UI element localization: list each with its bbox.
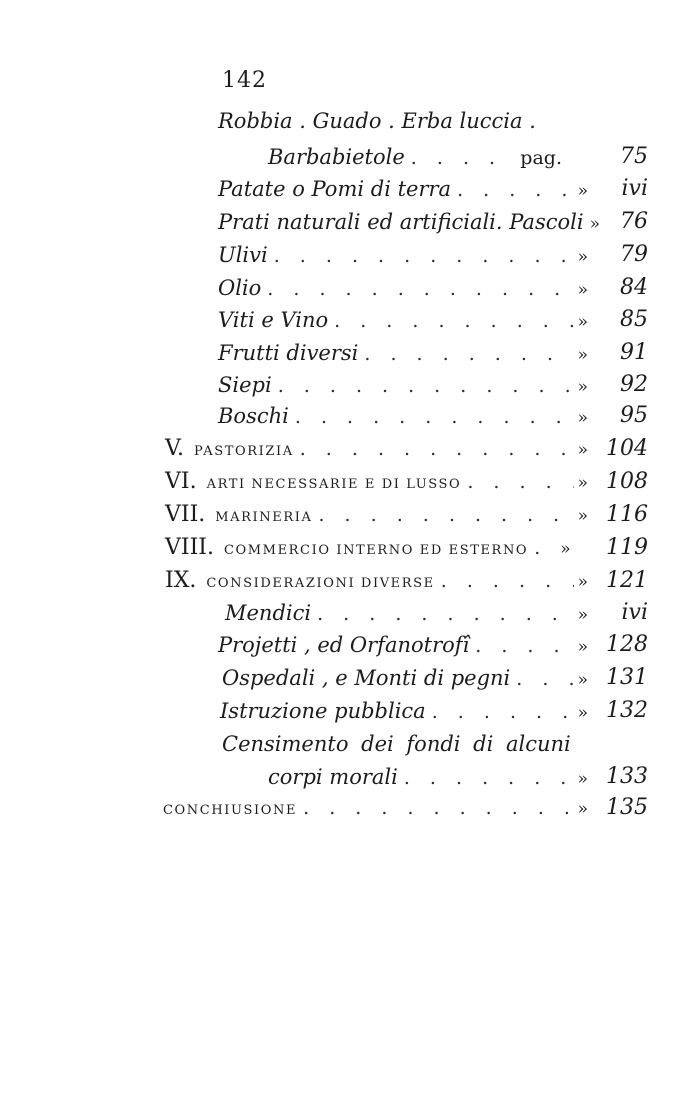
toc-entry xyxy=(0,205,700,239)
toc-entry xyxy=(0,531,700,565)
toc-entry-title: ARTI NECESSARIE E DI LUSSO xyxy=(206,477,462,492)
toc-entry-page: ivi xyxy=(621,600,648,625)
toc-entry-page: 91 xyxy=(620,340,648,365)
toc-entry-title: Siepi xyxy=(218,373,272,397)
toc-entry-title: Ospedali , e Monti di pegni xyxy=(222,666,511,690)
quote-mark: » xyxy=(577,670,588,690)
toc-entry-title: COMMERCIO INTERNO ED ESTERNO xyxy=(223,543,529,558)
toc-entry-title: Projetti , ed Orfanotrofî xyxy=(218,633,470,657)
toc-entry-page: 84 xyxy=(620,275,648,300)
pag-label: pag. xyxy=(520,147,562,169)
chapter-numeral: V. xyxy=(165,436,185,461)
toc-entry-title: Censimento dei fondi di alcuni xyxy=(222,732,571,756)
toc-entry xyxy=(0,271,700,305)
toc-entry-title: Olio xyxy=(218,276,262,300)
toc-entry xyxy=(0,661,700,695)
toc-entry xyxy=(0,760,700,794)
quote-mark: » xyxy=(577,605,588,625)
toc-entry-page: 104 xyxy=(606,436,648,461)
toc-entry-page: 132 xyxy=(606,698,648,723)
dot-leader xyxy=(404,761,574,795)
dot-leader xyxy=(364,337,573,371)
toc-entry-page: 85 xyxy=(620,307,648,332)
quote-mark: » xyxy=(577,799,588,819)
toc-entry xyxy=(0,596,700,630)
quote-mark: » xyxy=(577,377,588,397)
toc-entry-continuation: Barbabietole xyxy=(268,145,405,169)
toc-entry xyxy=(0,498,700,532)
chapter-numeral: VII. xyxy=(165,502,206,527)
toc-entry-page: ivi xyxy=(621,176,648,201)
dot-leader xyxy=(267,272,573,306)
toc-entry-title: Patate o Pomi di terra xyxy=(218,177,452,201)
toc-entry-title: Mendici xyxy=(225,601,312,625)
toc-entry-page: 135 xyxy=(606,795,648,820)
dot-leader xyxy=(278,369,574,403)
toc-entry xyxy=(0,399,700,433)
quote-mark: » xyxy=(577,769,588,789)
toc-entry-page: 131 xyxy=(606,665,648,690)
toc-entry-page: 79 xyxy=(620,242,648,267)
toc-entry-page: 92 xyxy=(620,372,648,397)
toc-entry-page: 116 xyxy=(606,502,648,527)
dot-leader xyxy=(411,141,517,175)
quote-mark: » xyxy=(577,247,588,267)
quote-mark: » xyxy=(577,440,588,460)
toc-entry-title: Frutti diversi xyxy=(218,341,359,365)
dot-leader xyxy=(516,662,573,696)
dot-leader xyxy=(441,564,574,598)
quote-mark: » xyxy=(577,506,588,526)
quote-mark: » xyxy=(589,214,600,234)
toc-entry-page: 128 xyxy=(606,632,648,657)
quote-mark: » xyxy=(577,408,588,428)
toc-entry-title: Istruzione pubblica xyxy=(220,699,426,723)
toc-entry-title: Boschi xyxy=(218,404,289,428)
toc-entry xyxy=(0,432,700,466)
toc-entry-title: Ulivi xyxy=(218,243,268,267)
toc-entry xyxy=(0,465,700,499)
dot-leader xyxy=(475,629,573,663)
chapter-numeral: IX. xyxy=(165,568,197,593)
quote-mark: » xyxy=(577,181,588,201)
chapter-numeral: VI. xyxy=(165,469,197,494)
dot-leader xyxy=(295,400,574,434)
quote-mark: » xyxy=(577,280,588,300)
toc-entry-title: Robbia . Guado . Erba luccia . xyxy=(218,109,536,133)
toc-entry-title: PASTORIZIA xyxy=(194,444,294,459)
quote-mark: » xyxy=(577,473,588,493)
toc-entry-page: 108 xyxy=(606,469,648,494)
dot-leader xyxy=(274,239,574,273)
toc-entry-page: 133 xyxy=(606,764,648,789)
toc-entry-title: CONSIDERAZIONI DIVERSE xyxy=(206,576,435,591)
toc-entry-page: 95 xyxy=(620,403,648,428)
quote-mark: » xyxy=(577,312,588,332)
page-number: 142 xyxy=(222,68,267,93)
toc-entry-title: CONCHIUSIONE xyxy=(163,803,298,818)
dot-leader xyxy=(303,791,573,825)
toc-entry xyxy=(0,336,700,370)
chapter-numeral: VIII. xyxy=(165,535,214,560)
toc-entry xyxy=(0,628,700,662)
toc-entry-title: Viti e Vino xyxy=(218,308,329,332)
toc-entry xyxy=(0,694,700,728)
dot-leader xyxy=(318,498,573,532)
quote-mark: » xyxy=(560,539,571,559)
quote-mark: » xyxy=(577,637,588,657)
toc-entry-page: 76 xyxy=(620,209,648,234)
toc-entry xyxy=(0,564,700,598)
dot-leader xyxy=(300,432,574,466)
toc-entry xyxy=(0,791,700,825)
toc-entry xyxy=(0,368,700,402)
dot-leader xyxy=(467,465,573,499)
dot-leader xyxy=(334,304,573,338)
toc-entry xyxy=(0,172,700,206)
toc-entry-title: Prati naturali ed artificiali. Pascoli xyxy=(218,210,584,234)
toc-entry-title: MARINERIA xyxy=(215,510,313,525)
dot-leader xyxy=(317,597,574,631)
quote-mark: » xyxy=(577,703,588,723)
toc-entry xyxy=(0,140,700,174)
quote-mark: » xyxy=(577,345,588,365)
toc-entry xyxy=(0,238,700,272)
toc-entry-page: 121 xyxy=(606,568,648,593)
quote-mark: » xyxy=(577,572,588,592)
dot-leader xyxy=(534,531,556,565)
toc-entry-page: 75 xyxy=(620,144,648,169)
toc-entry-page: 119 xyxy=(606,535,648,560)
toc-entry xyxy=(0,303,700,337)
toc-entry-continuation: corpi morali xyxy=(268,765,398,789)
dot-leader xyxy=(457,173,574,207)
dot-leader xyxy=(432,695,574,729)
